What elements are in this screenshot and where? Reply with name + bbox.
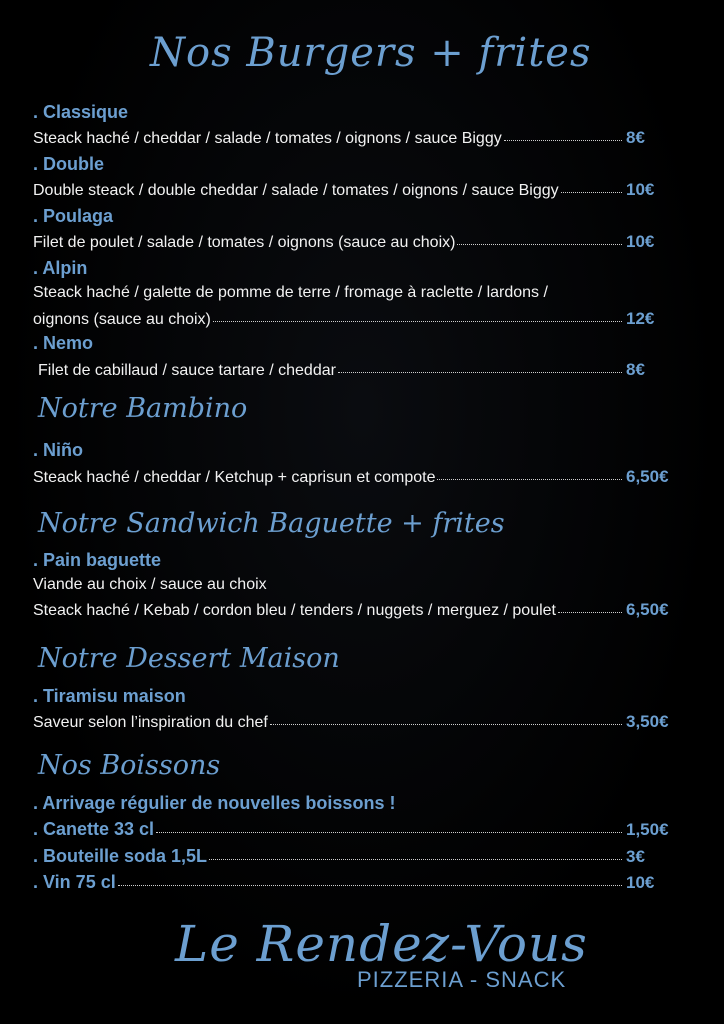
- item-row-double: [33, 180, 678, 200]
- item-desc: oignons (sauce au choix): [33, 311, 211, 328]
- drink-name: . Bouteille soda 1,5L: [33, 846, 208, 866]
- logo-subtitle: PIZZERIA - SNACK: [357, 967, 567, 992]
- section-title-bambino: Notre Bambino: [38, 393, 248, 424]
- drink-row-vin: [33, 872, 678, 893]
- item-name-double: . Double: [33, 154, 104, 174]
- leader-dots: [209, 847, 622, 860]
- item-desc: Steack haché / cheddar / Ketchup + caprisun et compote: [33, 469, 436, 486]
- item-price: 3,50€: [626, 712, 669, 731]
- item-desc-line: Steack haché / galette de pomme de terre / fromage à raclette / lardons /: [33, 284, 548, 301]
- item-price: 10€: [626, 232, 655, 251]
- section-title-drinks: Nos Boissons: [38, 750, 221, 781]
- logo-script-text: Le Rendez-Vous: [175, 915, 588, 973]
- leader-dots: [504, 128, 622, 141]
- drink-row-bouteille: [33, 846, 678, 867]
- leader-dots: [270, 712, 622, 725]
- item-desc: Filet de cabillaud / sauce tartare / cheddar: [38, 362, 336, 379]
- drink-price: 3€: [626, 847, 645, 866]
- item-name-tiramisu: . Tiramisu maison: [33, 686, 186, 706]
- item-name-nemo: . Nemo: [33, 333, 94, 353]
- restaurant-logo: [175, 915, 588, 1005]
- item-row-poulaga: [33, 232, 678, 252]
- item-row-nino: [33, 467, 678, 487]
- item-desc: Steack haché / Kebab / cordon bleu / tenders / nuggets / merguez / poulet: [33, 602, 556, 619]
- leader-dots: [457, 232, 622, 245]
- item-price: 8€: [626, 360, 645, 379]
- item-name-nino: . Niño: [33, 440, 83, 460]
- item-price: 6,50€: [626, 467, 669, 486]
- leader-dots: [338, 360, 622, 373]
- item-desc: Filet de poulet / salade / tomates / oignons (sauce au choix): [33, 234, 456, 251]
- drink-row-canette: [33, 819, 678, 840]
- item-row-nemo: [38, 360, 678, 380]
- item-row-tiramisu: [33, 712, 678, 732]
- item-name-poulaga: . Poulaga: [33, 206, 114, 226]
- drink-name: . Canette 33 cl: [33, 819, 155, 839]
- item-price: 10€: [626, 180, 655, 199]
- drink-price: 10€: [626, 873, 655, 892]
- drink-name: . Vin 75 cl: [33, 872, 116, 892]
- item-desc: Steack haché / cheddar / salade / tomates / oignons / sauce Biggy: [33, 130, 502, 147]
- leader-dots: [213, 309, 622, 322]
- item-price: 6,50€: [626, 600, 669, 619]
- section-title-sandwich: Notre Sandwich Baguette + frites: [38, 508, 505, 539]
- page-title: Nos Burgers + frites: [150, 30, 592, 76]
- leader-dots: [156, 820, 622, 833]
- drink-price: 1,50€: [626, 820, 669, 839]
- item-row-alpin: [33, 309, 678, 329]
- item-row-pain-baguette: [33, 600, 678, 620]
- item-name-classique: . Classique: [33, 102, 129, 122]
- section-title-dessert: Notre Dessert Maison: [38, 643, 340, 674]
- item-desc: Double steack / double cheddar / salade / tomates / oignons / sauce Biggy: [33, 182, 559, 199]
- item-row-classique: [33, 128, 678, 148]
- leader-dots: [561, 180, 622, 193]
- item-desc-line: Viande au choix / sauce au choix: [33, 576, 267, 593]
- item-price: 8€: [626, 128, 645, 147]
- leader-dots: [437, 467, 622, 480]
- item-name-alpin: . Alpin: [33, 258, 88, 278]
- leader-dots: [118, 873, 622, 886]
- item-price: 12€: [626, 309, 655, 328]
- drinks-note: . Arrivage régulier de nouvelles boissons !: [33, 793, 396, 813]
- item-name-pain-baguette: . Pain baguette: [33, 550, 162, 570]
- item-desc: Saveur selon l’inspiration du chef: [33, 714, 268, 731]
- leader-dots: [558, 600, 622, 613]
